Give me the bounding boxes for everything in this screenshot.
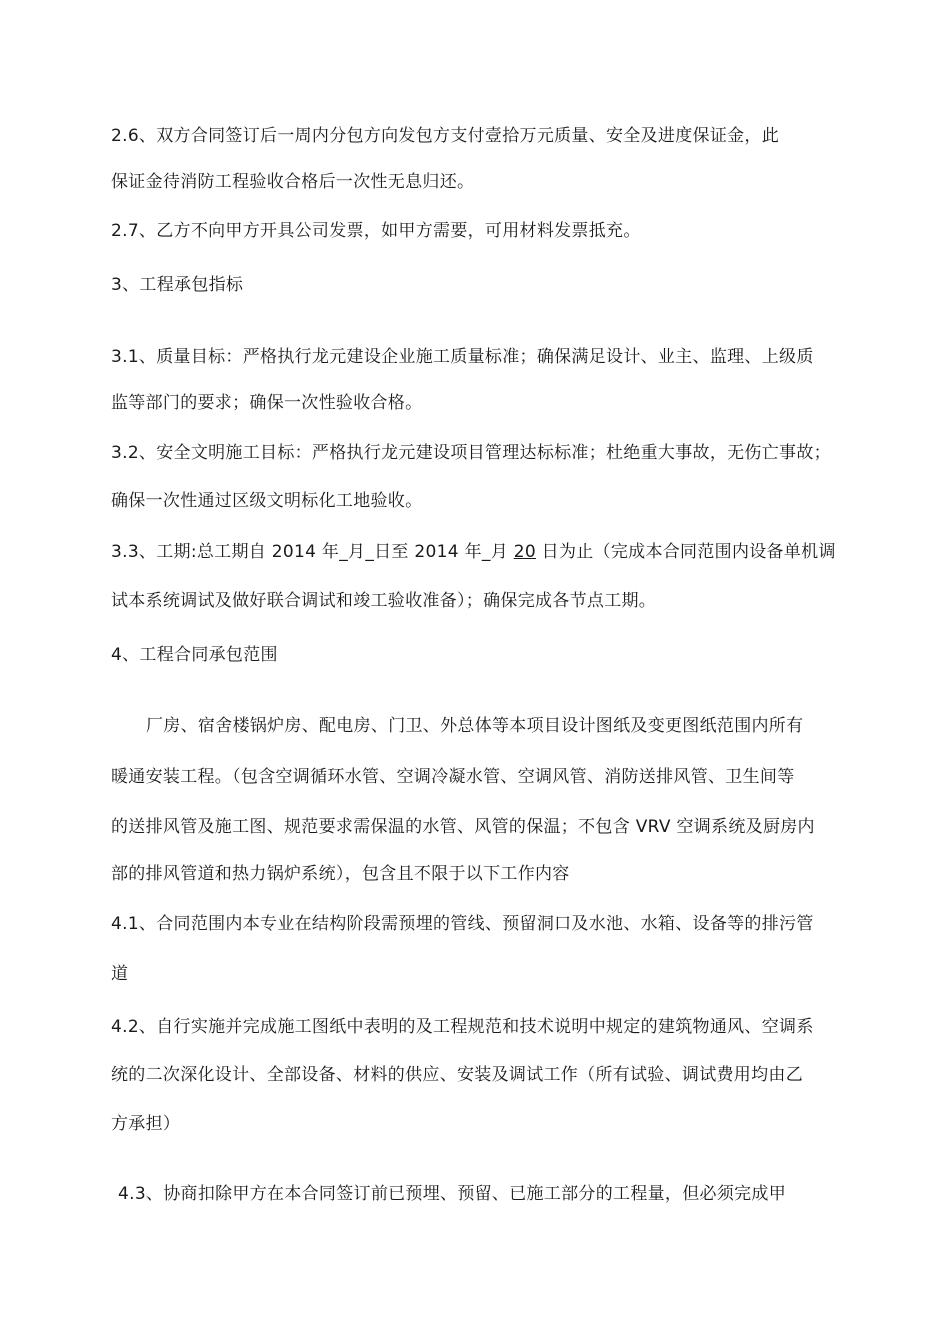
underlined-date: 20: [513, 542, 536, 562]
text-line: 2.7、乙方不向甲方开具公司发票，如甲方需要，可用材料发票抵充。: [111, 221, 641, 241]
text-line: 4.1、合同范围内本专业在结构阶段需预埋的管线、预留洞口及水池、水箱、设备等的排污管: [111, 914, 814, 934]
text-line: 试本系统调试及做好联合调试和竣工验收准备）；确保完成各节点工期。: [111, 591, 657, 611]
text-line: 统的二次深化设计、全部设备、材料的供应、安装及调试工作（所有试验、调试费用均由乙: [111, 1065, 803, 1085]
text-line: 4.3、协商扣除甲方在本合同签订前已预埋、预留、已施工部分的工程量，但必须完成甲: [118, 1184, 787, 1204]
text-line: 保证金待消防工程验收合格后一次性无息归还。: [111, 172, 475, 192]
text-line: 2.6、双方合同签订后一周内分包方向发包方支付壹拾万元质量、安全及进度保证金，此: [111, 126, 780, 146]
text-line: 方承担）: [111, 1114, 181, 1134]
text-line: 暖通安装工程。（包含空调循环水管、空调冷凝水管、空调风管、消防送排风管、卫生间等: [111, 767, 795, 787]
text-line: 厂房、宿舍楼锅炉房、配电房、门卫、外总体等本项目设计图纸及变更图纸范围内所有: [146, 716, 804, 736]
text-line: 4.2、自行实施并完成施工图纸中表明的及工程规范和技术说明中规定的建筑物通风、空调系: [111, 1017, 814, 1037]
section-heading: 4、工程合同承包范围: [111, 645, 278, 665]
text-line: 道: [111, 964, 129, 984]
text-line: 3.2、安全文明施工目标：严格执行龙元建设项目管理达标标准；杜绝重大事故，无伤亡事故；: [111, 443, 831, 463]
text-line: 的送排风管及施工图、规范要求需保温的水管、风管的保温；不包含 VRV 空调系统及厨房内: [111, 817, 815, 837]
section-heading: 3、工程承包指标: [111, 275, 244, 295]
text-span: 3.3、工期:总工期自 2014 年_月_日至 2014 年_月: [111, 542, 514, 562]
text-line: 3.1、质量目标：严格执行龙元建设企业施工质量标准；确保满足设计、业主、监理、上级质: [111, 347, 814, 367]
text-line: 监等部门的要求；确保一次性验收合格。: [111, 393, 423, 413]
text-line: 确保一次性通过区级文明标化工地验收。: [111, 491, 423, 511]
text-line: [111, 537, 836, 562]
text-span: 日为止（完成本合同范围内设备单机调: [535, 542, 836, 562]
text-line: 部的排风管道和热力锅炉系统），包含且不限于以下工作内容: [111, 864, 570, 884]
